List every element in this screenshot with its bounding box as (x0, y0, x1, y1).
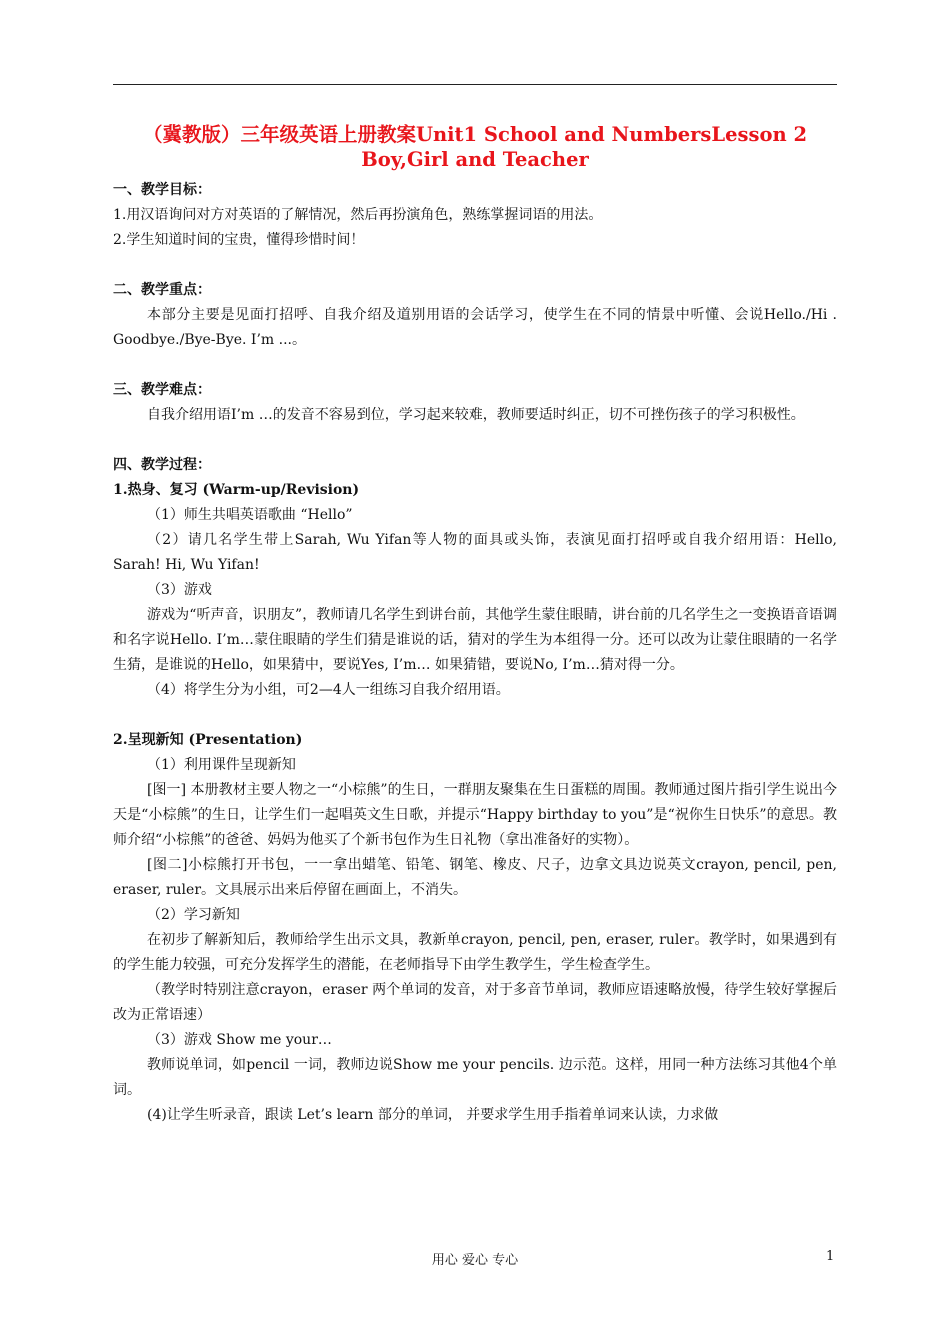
key-points-text: 本部分主要是见面打招呼、自我介绍及道别用语的会话学习，使学生在不同的情景中听懂、会说Hello./Hi . Goodbye./Bye-Bye. I’m ...。 (113, 307, 837, 348)
step1-heading: 1.热身、复习 (Warm-up/Revision) (113, 482, 360, 498)
step1-paragraph: （2）请几名学生带上Sarah, Wu Yifan等人物的面具或头饰，表演见面打招呼或自我介绍用语：Hello, Sarah! Hi, Wu Yifan! (113, 532, 837, 573)
section-objectives-heading: 一、教学目标： (113, 182, 211, 198)
step2-paragraph: （教学时特别注意crayon，eraser 两个单词的发音，对于多音节单词，教师应语速略放慢，待学生较好掌握后改为正常语速） (113, 982, 837, 1023)
objective-item-2: 2.学生知道时间的宝贵，懂得珍惜时间！ (113, 232, 365, 248)
step2-paragraph: （1）利用课件呈现新知 (147, 757, 296, 773)
step2-paragraph: （2）学习新知 (147, 907, 240, 923)
step1-paragraph: 游戏为“听声音，识朋友”，教师请几名学生到讲台前，其他学生蒙住眼睛，讲台前的几名学生之一变换语音语调和名字说Hello. I’m…蒙住眼睛的学生们猜是谁说的话，猜对的学生为本组得一分。还可以改为让蒙住眼睛的一名学生猜，是谁说的Hello，如果猜中，要说Yes, I’m… 如果猜错，要说No, I’m…猜对得一分。 (113, 607, 837, 673)
step2-paragraph: [图二]小棕熊打开书包，一一拿出蜡笔、铅笔、钢笔、橡皮、尺子，边拿文具边说英文crayon, pencil, pen, eraser, ruler。文具展示出来后停留在画面上，不消失。 (113, 857, 837, 898)
step2-heading: 2.呈现新知 (Presentation) (113, 732, 303, 748)
section-difficulties-heading: 三、教学难点： (113, 382, 211, 398)
document-title (113, 122, 837, 172)
step2-paragraph: 在初步了解新知后，教师给学生出示文具，教新单crayon, pencil, pen, eraser, ruler。教学时，如果遇到有的学生能力较强，可充分发挥学生的潜能，在老师指导下由学生教学生，学生检查学生。 (113, 932, 837, 973)
step2-paragraph: (4)让学生听录音，跟读 Let’s learn 部分的单词， 并要求学生用手指着单词来认读，力求做 (147, 1107, 719, 1123)
step2-paragraph: [图一] 本册教材主要人物之一“小棕熊”的生日，一群朋友聚集在生日蛋糕的周围。教师通过图片指引学生说出今天是“小棕熊”的生日，让学生们一起唱英文生日歌，并提示“Happy birthday to you”是“祝你生日快乐”的意思。教师介绍“小棕熊”的爸爸、妈妈为他买了个新书包作为生日礼物（拿出准备好的实物）。 (113, 782, 837, 848)
section-process-heading: 四、教学过程： (113, 457, 211, 473)
header-rule (113, 84, 837, 85)
footer-motto: 用心 爱心 专心 (431, 1253, 519, 1268)
step2-paragraph: （3）游戏 Show me your… (147, 1032, 332, 1048)
step1-paragraph: （3）游戏 (147, 582, 212, 598)
title-line-2: Boy,Girl and Teacher (361, 148, 589, 171)
objective-item-1: 1.用汉语询问对方对英语的了解情况，然后再扮演角色，熟练掌握词语的用法。 (113, 207, 603, 223)
difficulties-text: 自我介绍用语I’m …的发音不容易到位，学习起来较难，教师要适时纠正，切不可挫伤孩子的学习积极性。 (147, 407, 805, 423)
section-key-points-heading: 二、教学重点： (113, 282, 211, 298)
step2-paragraph: 教师说单词，如pencil 一词，教师边说Show me your pencils. 边示范。这样，用同一种方法练习其他4个单词。 (113, 1057, 837, 1098)
step1-paragraph: （4）将学生分为小组，可2—4人一组练习自我介绍用语。 (147, 682, 510, 698)
title-line-1: （冀教版）三年级英语上册教案Unit1 School and NumbersLesson 2 (142, 123, 808, 146)
page-number: 1 (826, 1249, 835, 1264)
step1-paragraph: （1）师生共唱英语歌曲 “Hello” (147, 507, 353, 523)
document-body (113, 122, 837, 1128)
